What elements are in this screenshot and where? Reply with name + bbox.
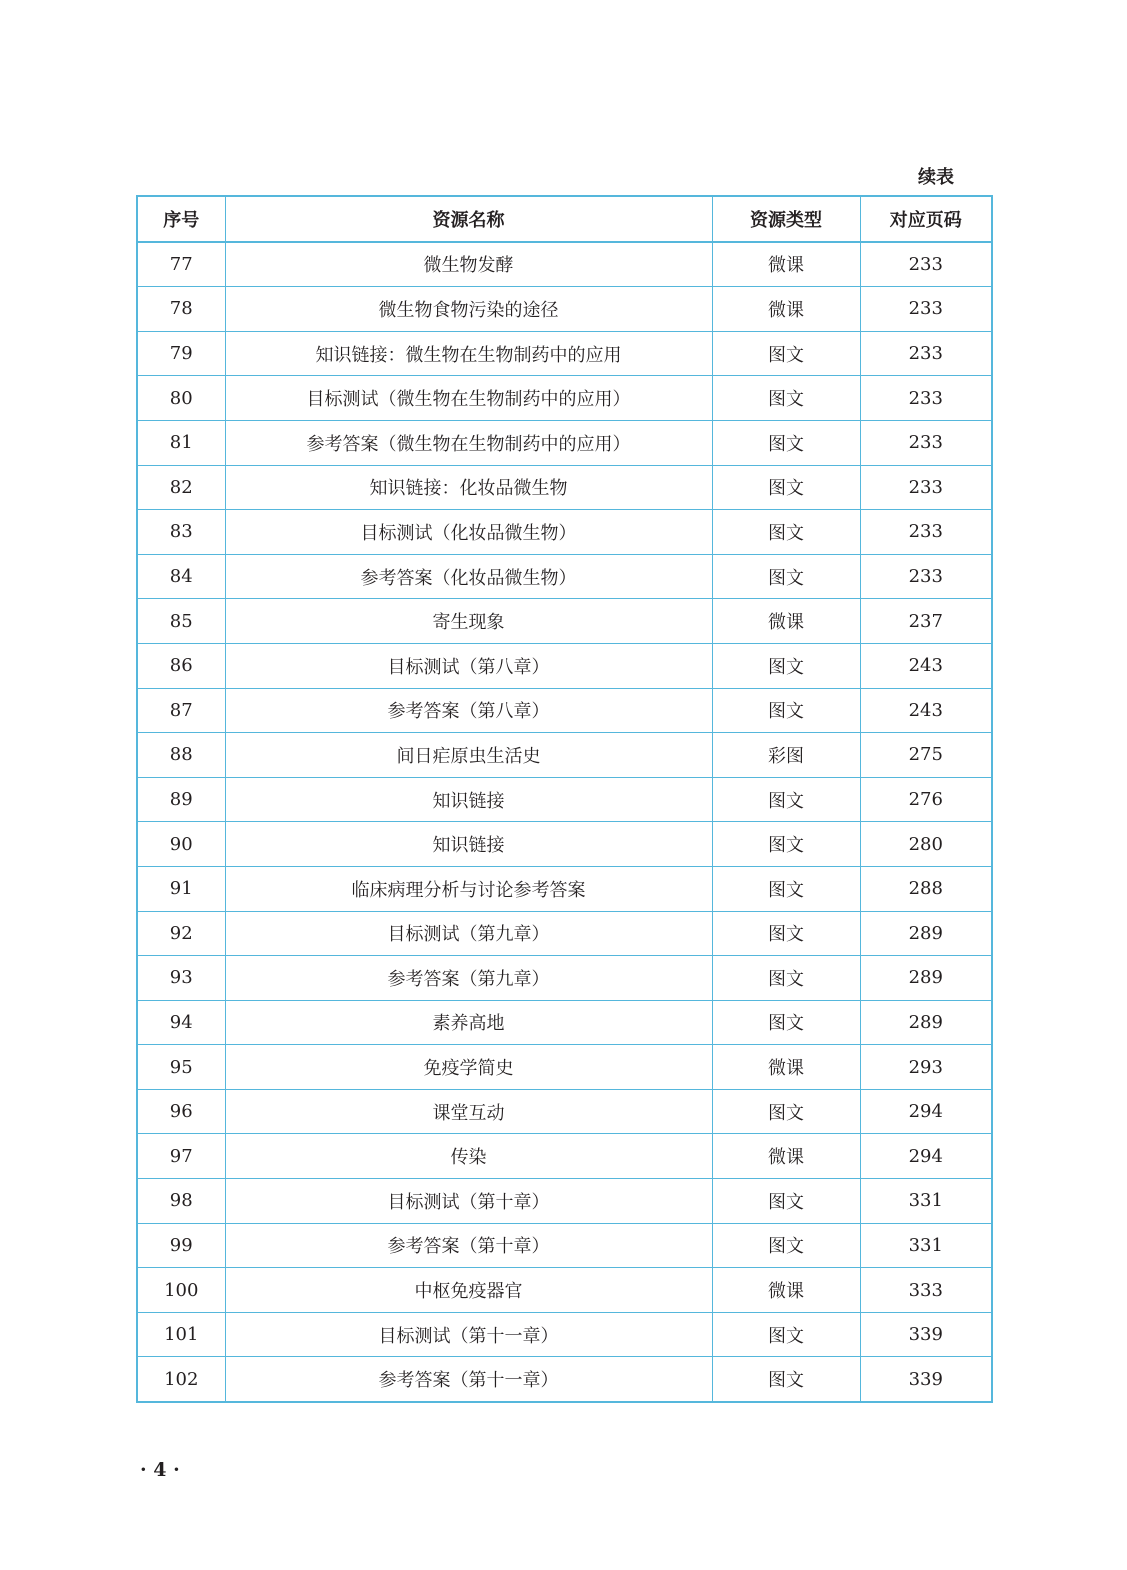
cell-resource-type: 图文 [712, 554, 860, 599]
cell-resource-name: 目标测试（第八章） [225, 643, 712, 688]
cell-resource-type: 图文 [712, 643, 860, 688]
table-header-row [137, 196, 992, 242]
cell-index: 93 [137, 956, 225, 1001]
cell-page: 233 [860, 331, 992, 376]
cell-page: 294 [860, 1089, 992, 1134]
cell-index: 86 [137, 643, 225, 688]
cell-index: 79 [137, 331, 225, 376]
cell-resource-name: 课堂互动 [225, 1089, 712, 1134]
cell-page: 243 [860, 643, 992, 688]
resource-table [136, 195, 993, 1403]
table-row [137, 822, 992, 867]
cell-page: 233 [860, 465, 992, 510]
cell-resource-type: 图文 [712, 1089, 860, 1134]
cell-resource-name: 中枢免疫器官 [225, 1268, 712, 1313]
table-row [137, 1045, 992, 1090]
cell-page: 339 [860, 1357, 992, 1402]
cell-resource-name: 知识链接：微生物在生物制药中的应用 [225, 331, 712, 376]
cell-index: 102 [137, 1357, 225, 1402]
cell-resource-name: 知识链接：化妆品微生物 [225, 465, 712, 510]
cell-resource-type: 图文 [712, 1179, 860, 1224]
cell-index: 78 [137, 287, 225, 332]
cell-page: 331 [860, 1223, 992, 1268]
table-row [137, 599, 992, 644]
table-row [137, 1223, 992, 1268]
cell-resource-name: 素养高地 [225, 1000, 712, 1045]
table-row [137, 643, 992, 688]
cell-index: 96 [137, 1089, 225, 1134]
cell-index: 101 [137, 1312, 225, 1357]
cell-index: 83 [137, 510, 225, 555]
table-row [137, 1312, 992, 1357]
table-row [137, 287, 992, 332]
cell-index: 99 [137, 1223, 225, 1268]
cell-resource-name: 寄生现象 [225, 599, 712, 644]
cell-resource-type: 图文 [712, 510, 860, 555]
cell-index: 95 [137, 1045, 225, 1090]
cell-resource-name: 微生物发酵 [225, 242, 712, 287]
cell-resource-type: 图文 [712, 465, 860, 510]
cell-index: 100 [137, 1268, 225, 1313]
cell-resource-type: 图文 [712, 1357, 860, 1402]
cell-resource-type: 微课 [712, 1268, 860, 1313]
cell-resource-name: 参考答案（第十章） [225, 1223, 712, 1268]
header-index: 序号 [137, 196, 225, 242]
table-row [137, 956, 992, 1001]
cell-resource-type: 图文 [712, 1223, 860, 1268]
cell-page: 233 [860, 287, 992, 332]
cell-index: 85 [137, 599, 225, 644]
cell-page: 233 [860, 376, 992, 421]
table-row [137, 510, 992, 555]
cell-index: 77 [137, 242, 225, 287]
cell-index: 81 [137, 420, 225, 465]
header-page: 对应页码 [860, 196, 992, 242]
table-row [137, 1000, 992, 1045]
cell-page: 233 [860, 420, 992, 465]
table-row [137, 554, 992, 599]
cell-resource-name: 参考答案（化妆品微生物） [225, 554, 712, 599]
table-row [137, 465, 992, 510]
cell-page: 237 [860, 599, 992, 644]
cell-index: 87 [137, 688, 225, 733]
table-row [137, 911, 992, 956]
cell-resource-type: 微课 [712, 242, 860, 287]
cell-resource-type: 微课 [712, 287, 860, 332]
table-row [137, 242, 992, 287]
cell-page: 243 [860, 688, 992, 733]
cell-resource-name: 参考答案（第九章） [225, 956, 712, 1001]
table-row [137, 1179, 992, 1224]
cell-index: 89 [137, 777, 225, 822]
cell-index: 98 [137, 1179, 225, 1224]
cell-resource-type: 图文 [712, 866, 860, 911]
table-row [137, 688, 992, 733]
cell-resource-type: 图文 [712, 956, 860, 1001]
cell-page: 233 [860, 242, 992, 287]
cell-resource-name: 传染 [225, 1134, 712, 1179]
cell-resource-type: 图文 [712, 331, 860, 376]
cell-resource-type: 微课 [712, 1134, 860, 1179]
cell-page: 233 [860, 554, 992, 599]
header-resource-name: 资源名称 [225, 196, 712, 242]
cell-resource-name: 参考答案（微生物在生物制药中的应用） [225, 420, 712, 465]
cell-resource-name: 临床病理分析与讨论参考答案 [225, 866, 712, 911]
cell-page: 289 [860, 911, 992, 956]
cell-page: 293 [860, 1045, 992, 1090]
cell-index: 90 [137, 822, 225, 867]
cell-index: 82 [137, 465, 225, 510]
cell-index: 97 [137, 1134, 225, 1179]
cell-page: 280 [860, 822, 992, 867]
cell-page: 233 [860, 510, 992, 555]
cell-page: 276 [860, 777, 992, 822]
cell-resource-type: 微课 [712, 1045, 860, 1090]
cell-resource-name: 目标测试（第九章） [225, 911, 712, 956]
cell-resource-type: 图文 [712, 1000, 860, 1045]
cell-resource-type: 图文 [712, 688, 860, 733]
cell-page: 333 [860, 1268, 992, 1313]
cell-index: 92 [137, 911, 225, 956]
table-row [137, 376, 992, 421]
cell-resource-type: 图文 [712, 911, 860, 956]
cell-resource-name: 目标测试（第十一章） [225, 1312, 712, 1357]
cell-index: 88 [137, 733, 225, 778]
cell-page: 289 [860, 956, 992, 1001]
page-number: · 4 · [140, 1459, 180, 1481]
cell-resource-name: 目标测试（第十章） [225, 1179, 712, 1224]
cell-index: 80 [137, 376, 225, 421]
table-body [137, 242, 992, 1402]
cell-resource-type: 图文 [712, 420, 860, 465]
cell-resource-type: 图文 [712, 376, 860, 421]
cell-resource-name: 目标测试（化妆品微生物） [225, 510, 712, 555]
cell-index: 91 [137, 866, 225, 911]
continued-table-label: 续表 [918, 167, 954, 188]
table-row [137, 420, 992, 465]
header-resource-type: 资源类型 [712, 196, 860, 242]
table-row [137, 866, 992, 911]
cell-resource-name: 参考答案（第十一章） [225, 1357, 712, 1402]
cell-page: 289 [860, 1000, 992, 1045]
table-row [137, 733, 992, 778]
cell-resource-name: 微生物食物污染的途径 [225, 287, 712, 332]
cell-resource-name: 免疫学简史 [225, 1045, 712, 1090]
cell-resource-type: 微课 [712, 599, 860, 644]
cell-index: 94 [137, 1000, 225, 1045]
table-row [137, 331, 992, 376]
cell-resource-name: 目标测试（微生物在生物制药中的应用） [225, 376, 712, 421]
table-row [137, 1134, 992, 1179]
cell-resource-name: 知识链接 [225, 777, 712, 822]
cell-resource-type: 图文 [712, 822, 860, 867]
table-row [137, 777, 992, 822]
cell-resource-type: 图文 [712, 777, 860, 822]
table-row [137, 1268, 992, 1313]
cell-page: 339 [860, 1312, 992, 1357]
cell-resource-name: 参考答案（第八章） [225, 688, 712, 733]
cell-resource-type: 图文 [712, 1312, 860, 1357]
table-row [137, 1357, 992, 1402]
cell-index: 84 [137, 554, 225, 599]
cell-page: 294 [860, 1134, 992, 1179]
cell-resource-name: 知识链接 [225, 822, 712, 867]
cell-page: 288 [860, 866, 992, 911]
table-row [137, 1089, 992, 1134]
cell-resource-type: 彩图 [712, 733, 860, 778]
cell-page: 331 [860, 1179, 992, 1224]
cell-page: 275 [860, 733, 992, 778]
cell-resource-name: 间日疟原虫生活史 [225, 733, 712, 778]
